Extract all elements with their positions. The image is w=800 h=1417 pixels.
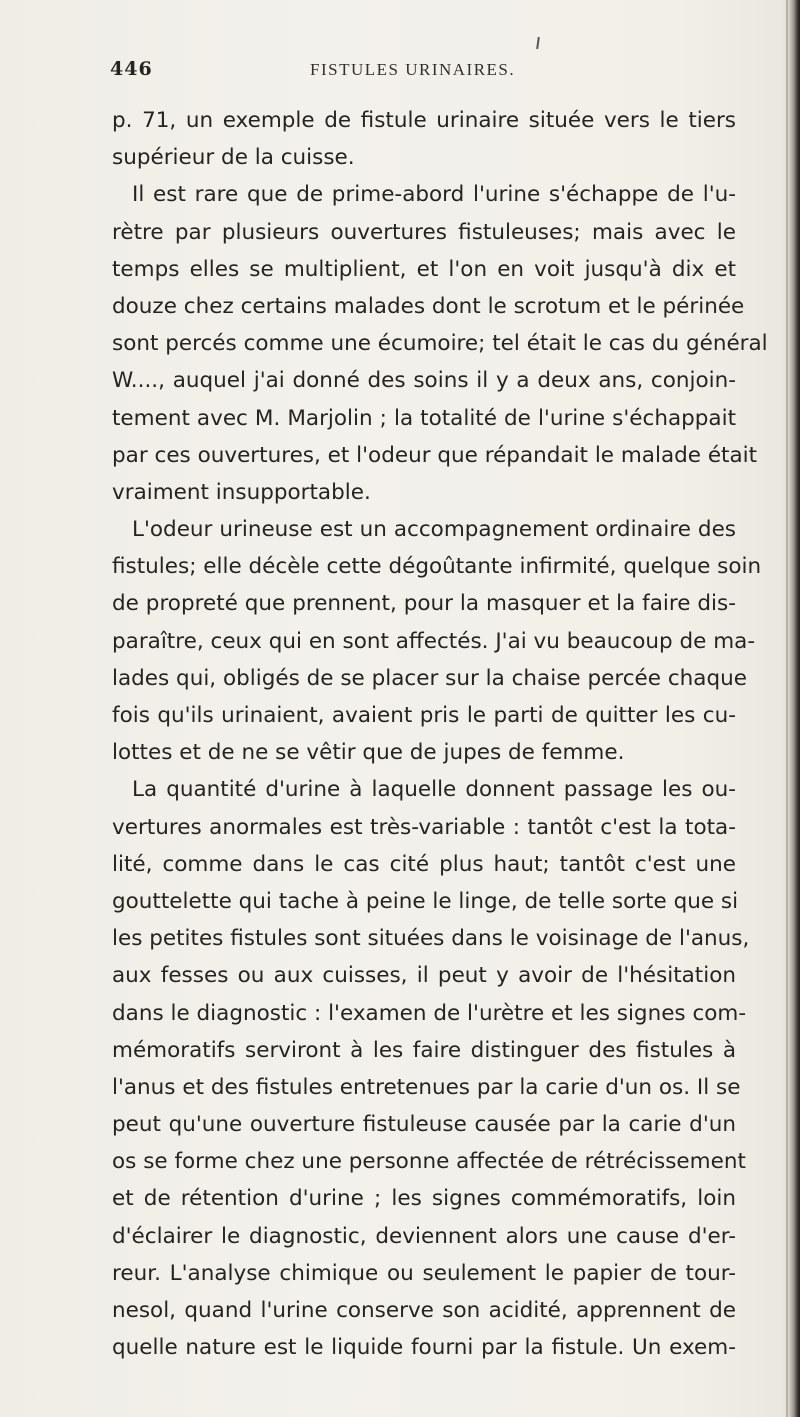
text-line: os se forme chez une personne affectée de rétrécissement — [112, 1149, 746, 1175]
text-line: fois qu'ils urinaient, avaient pris le parti de quitter les cu- — [112, 703, 736, 728]
text-line: les petites fistules sont situées dans le voisinage de l'anus, — [112, 926, 750, 952]
text-line: paraître, ceux qui en sont affectés. J'ai vu beaucoup de ma- — [112, 628, 756, 654]
text-line: par ces ouvertures, et l'odeur que répandait le malade était — [112, 442, 758, 468]
text-line: vraiment insupportable. — [112, 479, 371, 505]
text-line: peut qu'une ouverture fistuleuse causée par la carie d'un — [112, 1112, 736, 1138]
text-line: rètre par plusieurs ouvertures fistuleuses; mais avec le — [112, 219, 736, 245]
text-line: Il est rare que de prime-abord l'urine s'échappe de l'u- — [132, 182, 736, 208]
text-line: et de rétention d'urine ; les signes commémoratifs, loin — [112, 1186, 736, 1212]
text-line: de propreté que prennent, pour la masquer et la faire dis- — [112, 591, 736, 617]
text-line: supérieur de la cuisse. — [112, 145, 355, 171]
text-line: fistules; elle décèle cette dégoûtante infirmité, quelque soin — [112, 554, 762, 580]
text-line: reur. L'analyse chimique ou seulement le papier de tour- — [112, 1260, 736, 1286]
print-mark — [536, 37, 540, 49]
text-line: La quantité d'urine à laquelle donnent passage les ou- — [132, 777, 736, 803]
text-line: douze chez certains malades dont le scrotum et le périnée — [112, 293, 745, 319]
text-line: d'éclairer le diagnostic, deviennent alors une cause d'er- — [112, 1223, 736, 1249]
text-line: dans le diagnostic : l'examen de l'urètre et les signes com- — [112, 1000, 747, 1026]
text-line: aux fesses ou aux cuisses, il peut y avoir de l'hésitation — [112, 963, 736, 989]
text-line: lottes et de ne se vêtir que de jupes de femme. — [112, 740, 625, 766]
page-header — [110, 58, 710, 88]
page-number: 446 — [110, 58, 153, 80]
text-line: vertures anormales est très-variable : tantôt c'est la tota- — [112, 814, 736, 840]
text-line: quelle nature est le liquide fourni par la fistule. Un exem- — [112, 1335, 736, 1361]
text-line: l'anus et des fistules entretenues par la carie d'un os. Il se — [112, 1074, 741, 1100]
text-line: tement avec M. Marjolin ; la totalité de l'urine s'échappait — [112, 405, 736, 431]
text-line: W...., auquel j'ai donné des soins il y a deux ans, conjoin- — [112, 368, 736, 394]
running-head: FISTULES URINAIRES. — [310, 60, 516, 79]
text-line: lité, comme dans le cas cité plus haut; tantôt c'est une — [112, 851, 736, 877]
text-line: temps elles se multiplient, et l'on en voit jusqu'à dix et — [112, 256, 736, 282]
text-line: sont percés comme une écumoire; tel était le cas du général — [112, 331, 768, 357]
text-line: nesol, quand l'urine conserve son acidité, apprennent de — [112, 1298, 736, 1323]
text-line: mémoratifs serviront à les faire distinguer des fistules à — [112, 1037, 736, 1063]
text-line: gouttelette qui tache à peine le linge, de telle sorte que si — [112, 888, 739, 914]
text-line: p. 71, un exemple de fistule urinaire située vers le tiers — [112, 108, 736, 133]
text-line: lades qui, obligés de se placer sur la chaise percée chaque — [112, 665, 747, 691]
page-edge-line — [786, 0, 788, 1417]
body-text — [112, 102, 768, 1366]
text-line: L'odeur urineuse est un accompagnement ordinaire des — [132, 517, 736, 543]
